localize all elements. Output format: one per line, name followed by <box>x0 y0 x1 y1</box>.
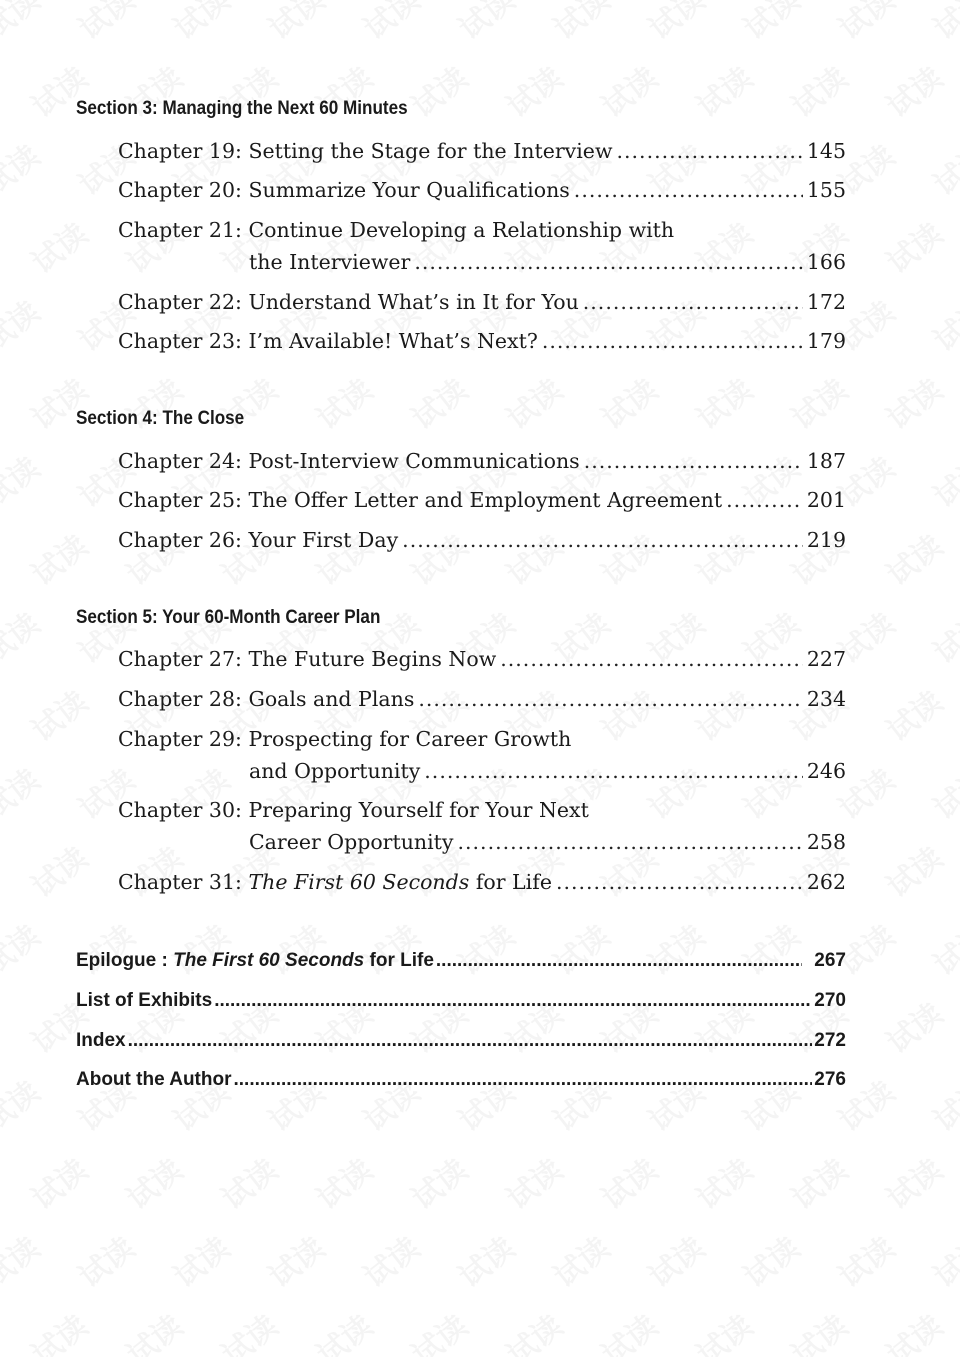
page-number: 234 <box>806 687 846 711</box>
watermark-glyph <box>496 1146 570 1218</box>
toc-entry-list-of-exhibits[interactable] <box>76 988 846 1014</box>
toc-entry-chapter-25[interactable] <box>118 484 846 516</box>
page-number: 172 <box>806 290 846 314</box>
chapter-title: Post-Interview Communications <box>248 449 580 473</box>
page-number: 179 <box>806 329 846 353</box>
page-number: 267 <box>814 950 846 971</box>
dot-leader <box>583 286 803 318</box>
toc-entry-chapter-19[interactable] <box>118 135 846 167</box>
entry-title <box>76 948 434 974</box>
watermark-glyph <box>876 54 950 126</box>
watermark-glyph <box>0 288 47 360</box>
watermark-glyph <box>876 366 950 438</box>
watermark-glyph <box>923 288 960 360</box>
toc-entry-chapter-27[interactable] <box>118 643 846 675</box>
watermark-glyph <box>163 1224 237 1296</box>
dot-leader <box>574 174 803 206</box>
toc-entry-epilogue[interactable] <box>76 948 846 974</box>
chapter-title: Goals and Plans <box>248 687 415 711</box>
watermark-glyph <box>0 912 47 984</box>
chapter-title-rest: for Life <box>475 870 552 894</box>
chapter-title: Continue Developing a Relationship with <box>248 218 675 242</box>
epilogue-label: Epilogue : <box>76 950 168 971</box>
watermark-glyph <box>876 522 950 594</box>
dot-leader <box>584 445 803 477</box>
toc-entry-chapter-23[interactable] <box>118 325 846 357</box>
chapter-label: Chapter 20: <box>118 178 242 202</box>
dot-leader <box>556 866 803 898</box>
epilogue-title-italic: The First 60 Seconds <box>173 950 365 971</box>
watermark-glyph <box>0 444 47 516</box>
toc-entry-chapter-28[interactable] <box>118 683 846 715</box>
watermark-glyph <box>923 600 960 672</box>
watermark-glyph <box>923 912 960 984</box>
page-number: 166 <box>806 250 846 274</box>
watermark-glyph <box>828 0 902 48</box>
watermark-glyph <box>638 1224 712 1296</box>
page-number: 201 <box>806 488 846 512</box>
watermark-glyph <box>448 0 522 48</box>
page-number: 276 <box>814 1069 846 1090</box>
dot-leader <box>128 1028 813 1054</box>
watermark-glyph <box>258 0 332 48</box>
chapter-title-continued: Career Opportunity <box>249 830 454 854</box>
watermark-glyph <box>686 366 760 438</box>
chapter-title-italic: The First 60 Seconds <box>248 870 470 894</box>
toc-entry-index[interactable] <box>76 1028 846 1054</box>
watermark-glyph <box>0 132 47 204</box>
watermark-glyph <box>543 1224 617 1296</box>
watermark-glyph <box>211 1302 285 1357</box>
chapter-label: Chapter 19: <box>118 139 242 163</box>
chapter-title: Prospecting for Career Growth <box>248 727 572 751</box>
watermark-glyph <box>116 1146 190 1218</box>
page-number: 227 <box>806 647 846 671</box>
watermark-glyph <box>0 0 47 48</box>
chapter-label: Chapter 25: <box>118 488 242 512</box>
toc-entry-chapter-24[interactable] <box>118 445 846 477</box>
watermark-glyph <box>781 366 855 438</box>
chapter-label: Chapter 30: <box>118 798 242 822</box>
watermark-glyph <box>353 0 427 48</box>
watermark-glyph <box>781 54 855 126</box>
toc-entry-chapter-22[interactable] <box>118 286 846 318</box>
dot-leader <box>726 484 803 516</box>
watermark-glyph <box>591 366 665 438</box>
watermark-glyph <box>828 1224 902 1296</box>
toc-entry-chapter-21[interactable] <box>118 214 846 278</box>
chapter-label: Chapter 24: <box>118 449 242 473</box>
watermark-glyph <box>0 756 47 828</box>
chapter-title: I’m Available! What’s Next? <box>248 329 538 353</box>
chapter-title <box>248 866 552 898</box>
watermark-glyph <box>923 0 960 48</box>
watermark-glyph <box>733 1224 807 1296</box>
watermark-glyph <box>923 1068 960 1140</box>
watermark-glyph <box>306 1302 380 1357</box>
watermark-glyph <box>21 1146 95 1218</box>
watermark-glyph <box>0 1224 47 1296</box>
watermark-glyph <box>306 1146 380 1218</box>
watermark-glyph <box>448 1224 522 1296</box>
dot-leader <box>500 643 803 675</box>
dot-leader <box>418 683 803 715</box>
watermark-glyph <box>496 366 570 438</box>
watermark-glyph <box>923 132 960 204</box>
watermark-glyph <box>401 366 475 438</box>
dot-leader <box>414 246 803 278</box>
chapter-label: Chapter 28: <box>118 687 242 711</box>
chapter-label: Chapter 27: <box>118 647 242 671</box>
toc-entry-about-the-author[interactable] <box>76 1067 846 1093</box>
watermark-glyph <box>496 1302 570 1357</box>
watermark-glyph <box>496 54 570 126</box>
epilogue-title-rest: for Life <box>369 950 434 971</box>
chapter-title: Understand What’s in It for You <box>248 290 579 314</box>
page-number: 246 <box>806 759 846 783</box>
toc-entry-chapter-29[interactable] <box>118 723 846 787</box>
toc-entry-chapter-31[interactable] <box>118 866 846 898</box>
watermark-glyph <box>876 834 950 906</box>
watermark-glyph <box>68 0 142 48</box>
section-3-heading: Section 3: Managing the Next 60 Minutes <box>76 98 408 119</box>
watermark-glyph <box>21 834 95 906</box>
watermark-glyph <box>543 0 617 48</box>
entry-title: Index <box>76 1030 126 1051</box>
watermark-glyph <box>258 1224 332 1296</box>
watermark-glyph <box>116 1302 190 1357</box>
watermark-glyph <box>733 0 807 48</box>
chapter-label: Chapter 21: <box>118 218 242 242</box>
watermark-glyph <box>0 600 47 672</box>
toc-entry-chapter-30[interactable] <box>118 794 846 858</box>
dot-leader <box>436 948 802 974</box>
page-number: 219 <box>806 528 846 552</box>
watermark-glyph <box>923 756 960 828</box>
chapter-title: Setting the Stage for the Interview <box>248 139 613 163</box>
watermark-glyph <box>306 366 380 438</box>
watermark-glyph <box>923 444 960 516</box>
watermark-glyph <box>781 1146 855 1218</box>
watermark-glyph <box>21 522 95 594</box>
watermark-glyph <box>876 678 950 750</box>
watermark-glyph <box>68 1224 142 1296</box>
watermark-glyph <box>686 1146 760 1218</box>
watermark-glyph <box>686 1302 760 1357</box>
dot-leader <box>424 755 803 787</box>
dot-leader <box>214 988 812 1014</box>
dot-leader <box>402 524 803 556</box>
watermark-glyph <box>876 1302 950 1357</box>
watermark-glyph <box>686 54 760 126</box>
watermark-glyph <box>211 1146 285 1218</box>
watermark-glyph <box>21 210 95 282</box>
watermark-glyph <box>876 990 950 1062</box>
chapter-title: Summarize Your Qualifications <box>248 178 570 202</box>
watermark-glyph <box>781 1302 855 1357</box>
page-number: 155 <box>806 178 846 202</box>
chapter-title-continued: the Interviewer <box>249 250 411 274</box>
chapter-label: Chapter 22: <box>118 290 242 314</box>
page-number: 145 <box>806 139 846 163</box>
watermark-glyph <box>0 1068 47 1140</box>
section-4-heading: Section 4: The Close <box>76 408 245 429</box>
chapter-title: Preparing Yourself for Your Next <box>248 798 589 822</box>
watermark-glyph <box>591 1302 665 1357</box>
watermark-glyph <box>876 1146 950 1218</box>
page-number: 258 <box>806 830 846 854</box>
chapter-label: Chapter 31: <box>118 870 242 894</box>
chapter-label: Chapter 23: <box>118 329 242 353</box>
page-number: 270 <box>814 990 846 1011</box>
watermark-glyph <box>21 1302 95 1357</box>
watermark-glyph <box>21 678 95 750</box>
chapter-label: Chapter 29: <box>118 727 242 751</box>
chapter-title: The Future Begins Now <box>248 647 497 671</box>
watermark-glyph <box>163 0 237 48</box>
section-5-heading: Section 5: Your 60-Month Career Plan <box>76 607 381 628</box>
entry-title: List of Exhibits <box>76 990 213 1011</box>
chapter-title-continued: and Opportunity <box>249 759 421 783</box>
watermark-glyph <box>923 1224 960 1296</box>
dot-leader <box>233 1067 812 1093</box>
toc-entry-chapter-26[interactable] <box>118 524 846 556</box>
page-number: 272 <box>814 1030 846 1051</box>
dot-leader <box>458 826 803 858</box>
dot-leader <box>542 325 803 357</box>
page-number: 262 <box>806 870 846 894</box>
watermark-glyph <box>353 1224 427 1296</box>
chapter-title: Your First Day <box>248 528 399 552</box>
watermark-glyph <box>401 1302 475 1357</box>
watermark-glyph <box>591 1146 665 1218</box>
watermark-glyph <box>876 210 950 282</box>
watermark-glyph <box>401 54 475 126</box>
watermark-glyph <box>401 1146 475 1218</box>
chapter-label: Chapter 26: <box>118 528 242 552</box>
entry-title: About the Author <box>76 1069 232 1090</box>
watermark-glyph <box>591 54 665 126</box>
dot-leader <box>617 135 803 167</box>
watermark-glyph <box>638 0 712 48</box>
toc-entry-chapter-20[interactable] <box>118 174 846 206</box>
page-number: 187 <box>806 449 846 473</box>
chapter-title: The Offer Letter and Employment Agreement <box>248 488 723 512</box>
